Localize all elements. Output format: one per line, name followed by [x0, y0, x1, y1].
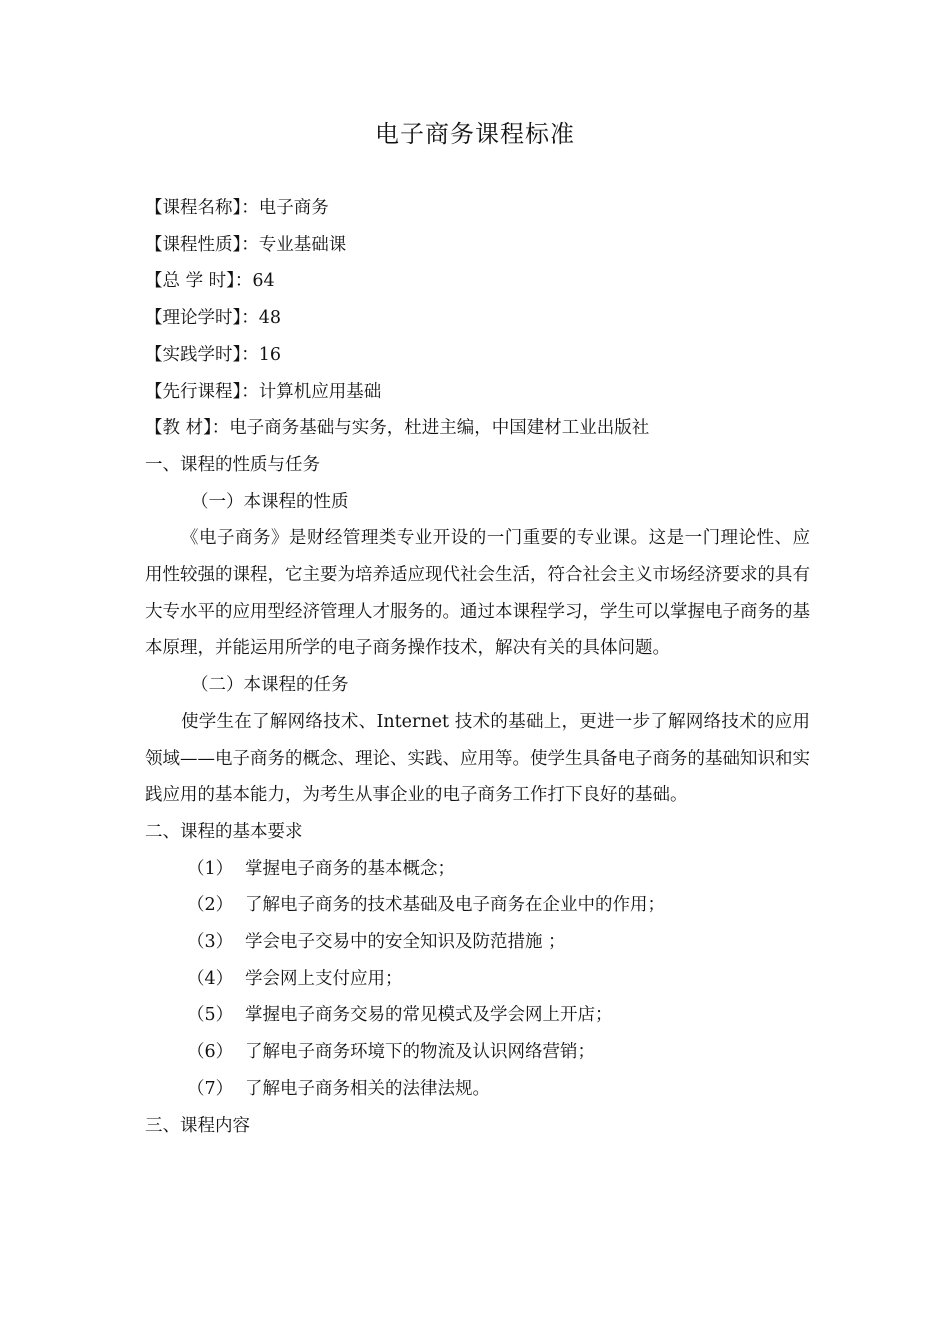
requirement-item: [145, 961, 810, 998]
requirement-item: [145, 851, 810, 888]
requirement-text: 了解电子商务相关的法律法规。: [245, 1078, 490, 1099]
document-body: [145, 190, 810, 1144]
requirement-item: [145, 924, 810, 961]
section1-sub1: （一）本课程的性质: [191, 491, 349, 512]
document-title: 电子商务课程标准: [375, 120, 575, 148]
section1-para1: 《电子商务》是财经管理类专业开设的一门重要的专业课。这是一门理论性、应用性较强的课程，它主要为培养适应现代社会生活，符合社会主义市场经济要求的具有大专水平的应用型经济管理人才服务的。通过本课程学习，学生可以掌握电子商务的基本原理，并能运用所学的电子商务操作技术，解决有关的具体问题。: [145, 528, 810, 659]
requirement-number: （2）: [187, 895, 234, 916]
section1-sub2: （二）本课程的任务: [191, 675, 349, 696]
requirement-text: 了解电子商务环境下的物流及认识网络营销；: [245, 1042, 595, 1063]
requirement-text: 学会网上支付应用；: [245, 968, 403, 989]
info-textbook: 【教 材】：电子商务基础与实务，杜进主编，中国建材工业出版社: [145, 418, 650, 439]
section2-heading: 二、课程的基本要求: [145, 821, 303, 842]
info-theory-hours: 【理论学时】：48: [145, 308, 282, 329]
requirement-text: 掌握电子商务交易的常见模式及学会网上开店；: [245, 1005, 613, 1026]
requirement-number: （7）: [187, 1078, 234, 1099]
requirement-number: （5）: [187, 1005, 234, 1026]
requirement-number: （1）: [187, 858, 234, 879]
info-practice-hours: 【实践学时】：16: [145, 344, 282, 365]
requirement-item: [145, 887, 810, 924]
info-course-type: 【课程性质】：专业基础课: [145, 234, 347, 255]
section1-heading: 一、课程的性质与任务: [145, 454, 320, 475]
requirement-text: 了解电子商务的技术基础及电子商务在企业中的作用；: [245, 895, 665, 916]
requirement-text: 学会电子交易中的安全知识及防范措施 ；: [245, 932, 566, 953]
info-prerequisite: 【先行课程】：计算机应用基础: [145, 381, 382, 402]
requirement-text: 掌握电子商务的基本概念；: [245, 858, 455, 879]
requirement-number: （3）: [187, 932, 234, 953]
section1-para2: 使学生在了解网络技术、Internet 技术的基础上，更进一步了解网络技术的应用领域——电子商务的概念、理论、实践、应用等。使学生具备电子商务的基础知识和实践应用的基本能力，为考生从事企业的电子商务工作打下良好的基础。: [145, 711, 810, 806]
requirement-item: [145, 1034, 810, 1071]
requirement-item: [145, 997, 810, 1034]
section3-heading: 三、课程内容: [145, 1115, 250, 1136]
requirement-number: （6）: [187, 1042, 234, 1063]
requirement-item: [145, 1071, 810, 1108]
requirement-number: （4）: [187, 968, 234, 989]
info-course-name: 【课程名称】：电子商务: [145, 198, 329, 218]
info-total-hours: 【总 学 时】：64: [145, 271, 275, 292]
